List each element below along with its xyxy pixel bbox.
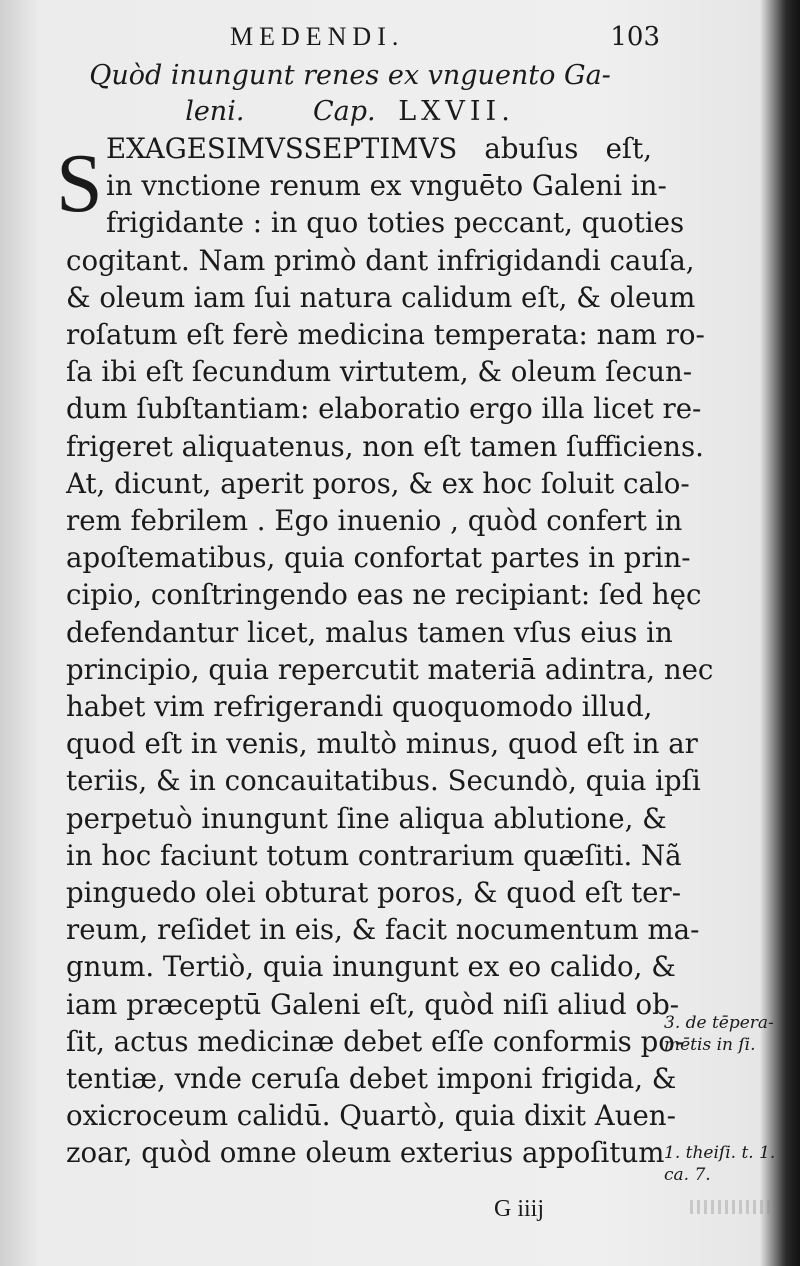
text-line: dum ſubſtantiam: elaboratio ergo illa licet re- [66, 392, 702, 426]
text-line: oxicroceum calidū. Quartò, quia dixit Auen- [66, 1099, 676, 1133]
margin-note-line: ca. 7. [664, 1165, 711, 1185]
margin-note-line: 1. theiſi. t. 1. [664, 1143, 776, 1163]
text-line: habet vim refrigerandi quoquomodo illud, [66, 690, 653, 724]
text-line: ſa ibi eſt ſecundum virtutem, & oleum ſecun- [66, 355, 693, 389]
drop-cap-initial: S [56, 137, 103, 230]
text-line: tentiæ, vnde ceruſa debet imponi frigida, & [66, 1062, 677, 1096]
text-line: pinguedo olei obturat poros, & quod eſt ter- [66, 876, 682, 910]
text-line: gnum. Tertiò, quia inungunt ex eo calido, & [66, 950, 676, 984]
ink-bleed-mark [690, 1200, 770, 1214]
chapter-title [70, 58, 630, 130]
text-line: iam præceptū Galeni eſt, quòd niſi aliud ob- [66, 987, 680, 1021]
text-line: quod eſt in venis, multò minus, quod eſt in ar [66, 727, 698, 761]
chapter-title-line1: Quòd inungunt renes ex vnguento Ga- [89, 60, 611, 91]
text-line: in vnctione renum ex vnguēto Galeni in- [106, 169, 667, 203]
chapter-title-line2 [70, 94, 630, 130]
margin-note-2 [664, 1142, 775, 1186]
text-line: frigidante : in quo toties peccant, quoties [106, 206, 685, 240]
text-line: ſit, actus medicinæ debet eſſe conformis po- [66, 1024, 685, 1058]
text-line: At, dicunt, aperit poros, & ex hoc ſoluit calo- [66, 466, 690, 500]
text-line: EXAGESIMVSSEPTIMVS abuſus eſt, [106, 132, 652, 165]
text-line: frigeret aliquatenus, non eſt tamen ſufficiens. [66, 429, 704, 463]
text-line: in hoc faciunt totum contrarium quæſiti. Nã [66, 838, 682, 872]
chapter-number: LXVII. [398, 96, 515, 127]
text-line: perpetuò inungunt ſine aliqua ablutione, & [66, 801, 667, 835]
text-line: cipio, conſtringendo eas ne recipiant: ſed hęc [66, 578, 702, 612]
text-line: principio, quia repercutit materiā adintra, nec [66, 652, 714, 686]
margin-note-1 [664, 1012, 774, 1056]
page-header [80, 22, 660, 58]
chapter-label: Cap. [313, 96, 376, 127]
text-line: teriis, & in concauitatibus. Secundò, quia ipſi [66, 764, 701, 798]
chapter-title-word: leni. [185, 96, 245, 127]
text-line: & oleum iam ſui natura calidum eſt, & oleum [66, 280, 696, 314]
text-line: reum, reſidet in eis, & facit nocumentum ma- [66, 913, 700, 947]
margin-note-line: 3. de tēpera- [664, 1013, 774, 1033]
signature-mark: G iiij [494, 1196, 545, 1222]
text-line: defendantur licet, malus tamen vſus eius in [66, 615, 673, 649]
running-head: MEDENDI. [230, 22, 405, 51]
page-number: 103 [610, 22, 660, 52]
text-line: cogitant. Nam primò dant infrigidandi cauſa, [66, 243, 695, 277]
text-line: rem febrilem . Ego inuenio , quòd confert in [66, 504, 683, 538]
text-line: zoar, quòd omne oleum exterius appoſitum [66, 1136, 665, 1170]
text-line: apoſtematibus, quia confortat partes in prin- [66, 541, 691, 575]
margin-note-line: mētis in ſi. [664, 1035, 756, 1055]
text-line: roſatum eſt ferè medicina temperata: nam ro- [66, 318, 705, 352]
